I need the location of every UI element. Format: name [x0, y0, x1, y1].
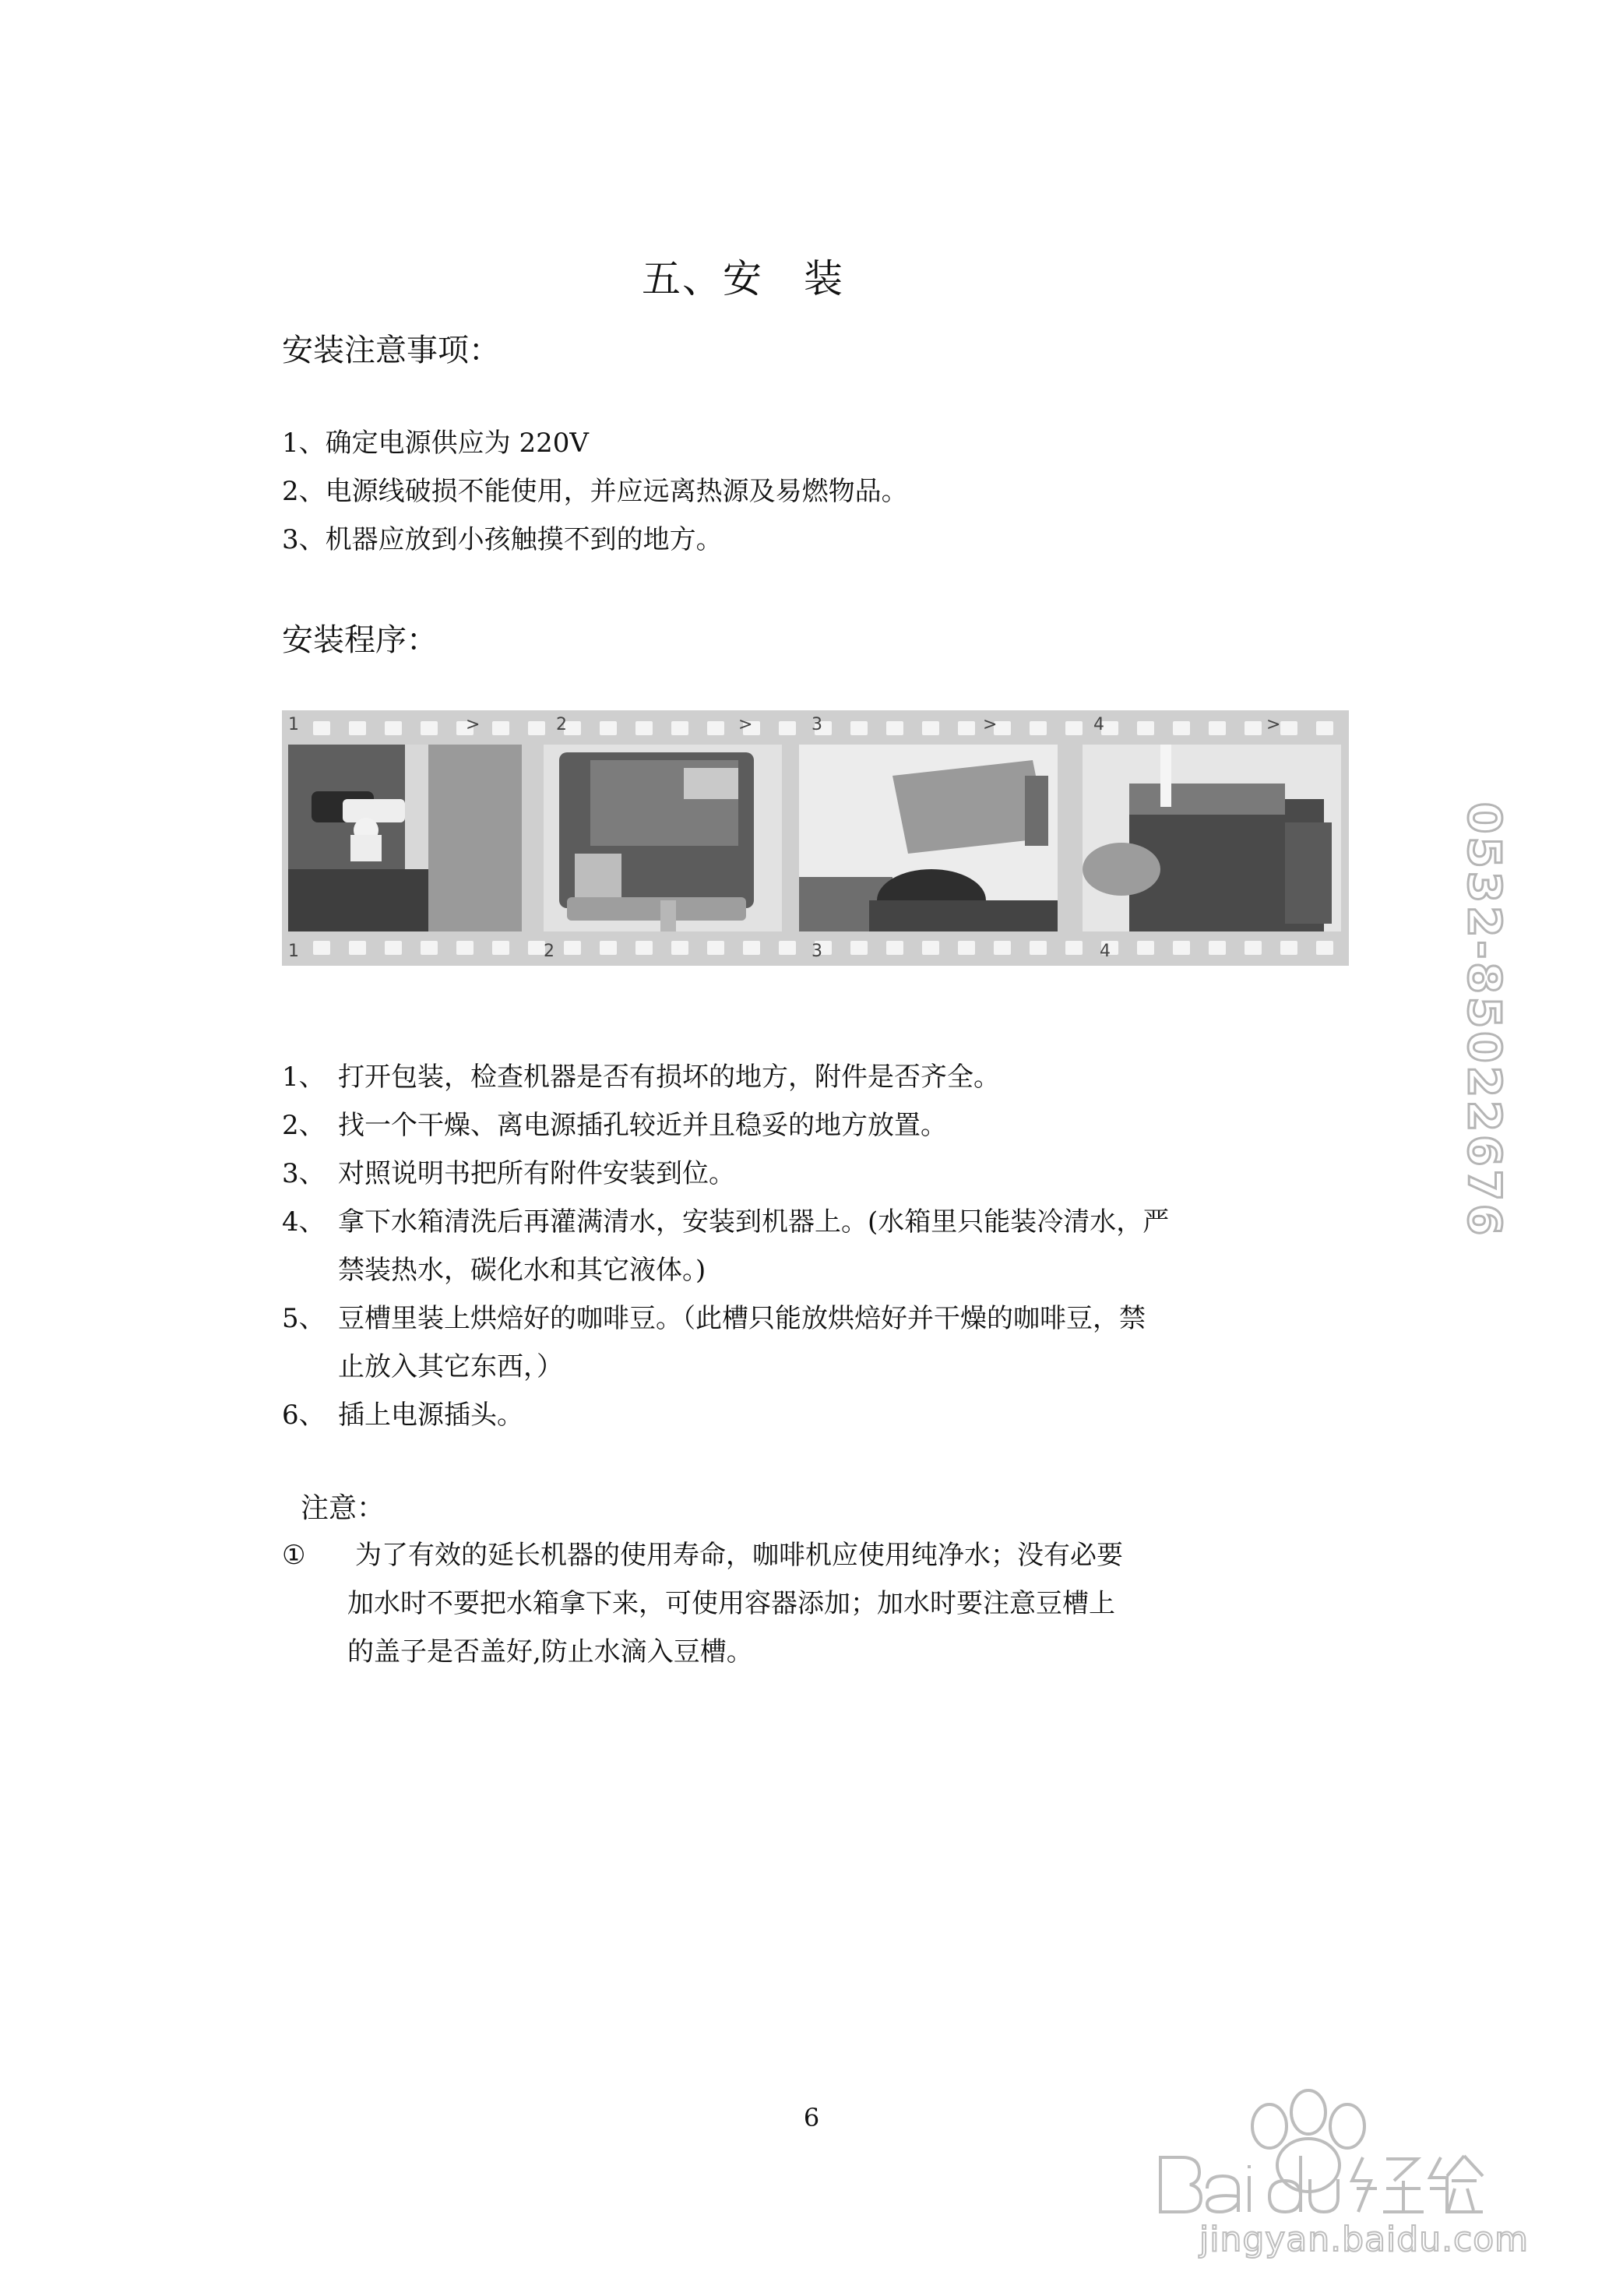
frame-2-arrow: >	[738, 715, 753, 734]
item-text: 拿下水箱清洗后再灌满清水，安装到机器上。(水箱里只能装冷清水，严	[338, 1206, 1170, 1238]
item-text: 确定电源供应为 220V	[325, 428, 589, 459]
note-marker: ①	[282, 1540, 306, 1571]
sprocket-hole	[1030, 941, 1047, 955]
procedure-item-continuation: 禁装热水，碳化水和其它液体。)	[338, 1255, 706, 1286]
item-text: 打开包装，检查机器是否有损坏的地方，附件是否齐全。	[338, 1062, 1000, 1093]
sprocket-hole	[671, 721, 688, 735]
sprocket-hole	[886, 941, 903, 955]
item-number: 1、	[282, 428, 326, 459]
sprocket-hole	[1030, 721, 1047, 735]
procedure-item	[282, 1198, 1169, 1246]
sprocket-hole	[1209, 721, 1226, 735]
sprocket-hole	[635, 941, 653, 955]
coffee-machine-image	[544, 745, 782, 931]
watermark-url: jingyan.baidu.com	[1199, 2220, 1530, 2259]
procedure-item-continuation: 止放入其它东西，）	[338, 1351, 563, 1382]
sprocket-hole	[1280, 721, 1297, 735]
frame-3-bottom-number: 3	[812, 942, 822, 961]
sprocket-hole	[385, 941, 402, 955]
sprocket-hole	[1209, 941, 1226, 955]
sprocket-hole	[1173, 721, 1190, 735]
sprocket-hole	[456, 941, 474, 955]
sprocket-hole	[1173, 941, 1190, 955]
sprocket-hole	[779, 721, 796, 735]
pouring-beans-image	[799, 745, 1058, 931]
sprocket-hole	[564, 941, 581, 955]
sprocket-hole	[1065, 721, 1083, 735]
frame-2-bottom-number: 2	[544, 942, 554, 961]
water-tank-fill-image	[1083, 745, 1341, 931]
item-number: 5、	[282, 1303, 326, 1334]
note-label: 注意：	[301, 1492, 386, 1524]
frame-1-bottom-number: 1	[288, 942, 299, 961]
side-phone-number: 0532-85022676	[1458, 802, 1511, 1239]
procedure-item	[282, 1294, 1146, 1343]
sprocket-hole	[600, 941, 617, 955]
page-number: 6	[803, 2103, 820, 2132]
sprocket-hole	[1316, 941, 1333, 955]
sprocket-hole	[850, 941, 868, 955]
sprocket-hole	[1280, 941, 1297, 955]
item-text: 对照说明书把所有附件安装到位。	[338, 1158, 735, 1189]
item-text: 插上电源插头。	[338, 1400, 523, 1431]
frame-4-bottom-number: 4	[1100, 942, 1111, 961]
frame-4-arrow: >	[1266, 715, 1281, 734]
note-line: 为了有效的延长机器的使用寿命，咖啡机应使用纯净水；没有必要	[355, 1540, 1123, 1571]
item-text: 豆槽里装上烘焙好的咖啡豆。（此槽只能放烘焙好并干燥的咖啡豆，禁	[338, 1303, 1146, 1334]
sprocket-hole	[922, 721, 939, 735]
sprocket-hole	[421, 941, 438, 955]
notice-item	[282, 419, 589, 467]
sprocket-hole	[922, 941, 939, 955]
sprocket-hole	[850, 721, 868, 735]
frame-3-arrow: >	[983, 715, 998, 734]
note-line: 加水时不要把水箱拿下来，可使用容器添加；加水时要注意豆槽上	[347, 1588, 1115, 1619]
sprocket-hole	[349, 721, 366, 735]
sprocket-hole	[313, 941, 330, 955]
sprocket-hole	[1316, 721, 1333, 735]
frame-3-top-number: 3	[812, 715, 822, 734]
item-text: 机器应放到小孩触摸不到的地方。	[325, 524, 723, 555]
baidu-jingyan-watermark	[1153, 2072, 1589, 2266]
sprocket-hole	[492, 941, 509, 955]
sprocket-hole	[313, 721, 330, 735]
frame-1-top-number: 1	[288, 715, 299, 734]
procedure-heading: 安装程序：	[282, 622, 438, 658]
item-number: 4、	[282, 1206, 326, 1238]
item-text: 电源线破损不能使用，并应远离热源及易燃物品。	[325, 476, 908, 507]
installation-film-strip	[282, 710, 1349, 966]
sprocket-hole	[1137, 941, 1154, 955]
item-number: 6、	[282, 1400, 326, 1431]
item-number: 3、	[282, 524, 326, 555]
procedure-item	[282, 1101, 947, 1150]
sprocket-hole	[528, 721, 545, 735]
sprocket-hole	[492, 721, 509, 735]
procedure-item	[282, 1391, 523, 1439]
page-title: 五、安 装	[642, 256, 844, 301]
frame-2-top-number: 2	[556, 715, 567, 734]
sprocket-hole	[1245, 941, 1262, 955]
sprocket-hole	[1137, 721, 1154, 735]
sprocket-hole	[707, 721, 724, 735]
sprocket-hole	[1245, 721, 1262, 735]
sprocket-hole	[994, 941, 1011, 955]
sprocket-hole	[671, 941, 688, 955]
item-number: 2、	[282, 1110, 326, 1141]
sprocket-hole	[743, 941, 760, 955]
sprocket-hole	[779, 941, 796, 955]
sprocket-hole	[600, 721, 617, 735]
sprocket-hole	[528, 941, 545, 955]
frame-4-photo	[1083, 745, 1341, 931]
frame-4-top-number: 4	[1093, 715, 1104, 734]
sprocket-hole	[349, 941, 366, 955]
note-line: 的盖子是否盖好,防止水滴入豆槽。	[347, 1636, 753, 1667]
baidu-logo-icon	[1153, 2072, 1589, 2220]
sprocket-hole	[886, 721, 903, 735]
item-number: 1、	[282, 1062, 326, 1093]
sprocket-hole	[421, 721, 438, 735]
sprocket-hole	[958, 721, 975, 735]
notice-item	[282, 467, 908, 516]
sprocket-hole	[1065, 941, 1083, 955]
sprocket-hole	[385, 721, 402, 735]
item-number: 2、	[282, 476, 326, 507]
frame-1-arrow: >	[466, 715, 481, 734]
sprocket-hole	[707, 941, 724, 955]
procedure-item	[282, 1150, 735, 1198]
water-tank-image	[288, 745, 522, 931]
frame-1-photo	[288, 745, 522, 931]
sprocket-hole	[958, 941, 975, 955]
notice-item	[282, 516, 723, 564]
frame-2-photo	[544, 745, 782, 931]
item-text: 找一个干燥、离电源插孔较近并且稳妥的地方放置。	[338, 1110, 947, 1141]
frame-3-photo	[799, 745, 1058, 931]
notice-heading: 安装注意事项：	[282, 333, 500, 368]
item-number: 3、	[282, 1158, 326, 1189]
procedure-item	[282, 1053, 1000, 1101]
sprocket-hole	[635, 721, 653, 735]
